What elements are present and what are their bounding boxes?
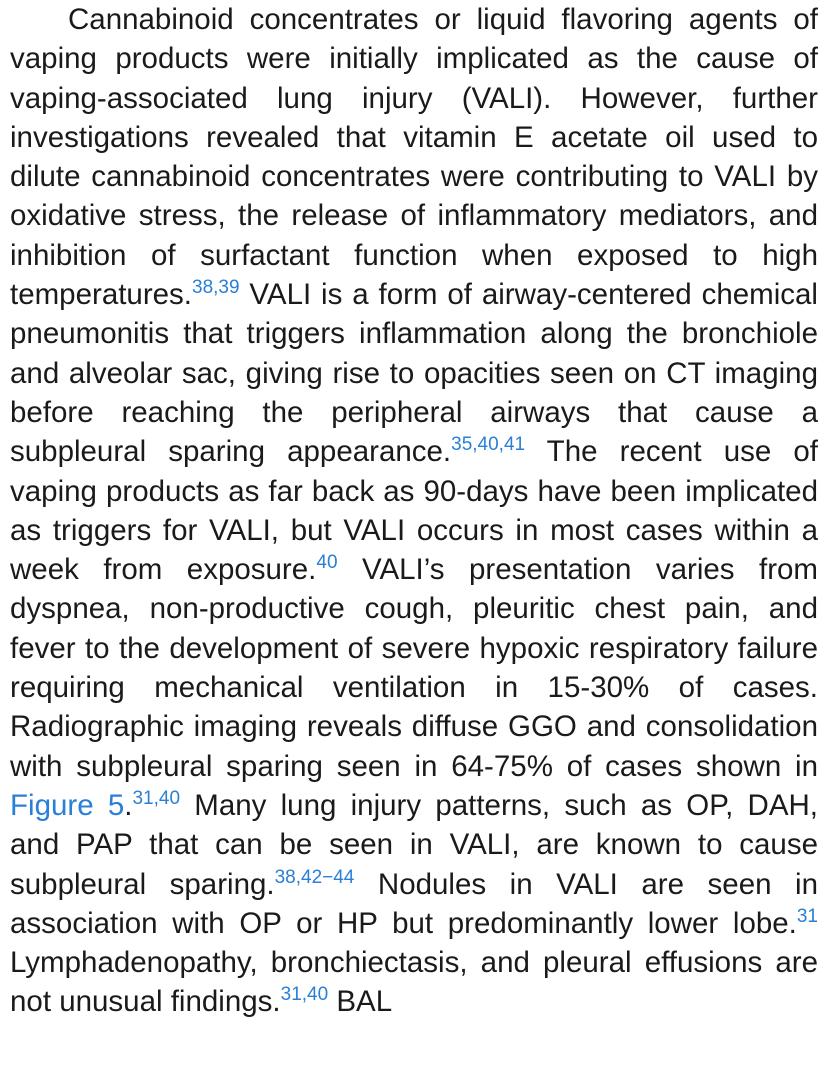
figure-link[interactable]: Figure 5 [10,788,125,822]
citation-ref[interactable]: 31,40 [132,787,181,809]
text-segment: Many lung injury patterns, such as OP, DAH, and PAP that can be seen in VALI, are known to cause subpleural sparing. [10,788,818,901]
text-segment: BAL [328,985,393,1019]
citation-ref[interactable]: 38,39 [192,277,240,299]
text-segment: Cannabinoid concentrates or liquid flavoring agents of vaping products were initially implicated as the cause of vaping-associated lung injury (VALI). However, further investigations revealed that vitamin E acetate oil used to dilute cannabinoid concentrates were contributing to VALI by oxidative stress, the release of inflammatory mediators, and inhibition of surfactant function when exposed to high temperatures. [10,3,818,312]
text-segment: VALI is a form of airway-centered chemical pneumonitis that triggers inflammation along the bronchiole and alveolar sac, giving rise to opacities seen on CT imaging before reaching the peripheral airways that cause a subpleural sparing appearance. [10,278,818,469]
text-segment: Lymphadenopathy, bronchiectasis, and pleural effusions are not unusual findings. [10,946,818,1019]
citation-ref[interactable]: 38,42−44 [274,866,355,888]
body-paragraph [10,0,818,1022]
citation-ref[interactable]: 40 [316,552,338,574]
text-segment: . [124,788,133,822]
citation-ref[interactable]: 31,40 [280,984,329,1006]
text-segment: The recent use of vaping products as far back as 90-days have been implicated as triggers for VALI, but VALI occurs in most cases within a week from exposure. [10,435,818,587]
article-page [10,0,818,1022]
citation-ref[interactable]: 35,40,41 [451,434,526,456]
text-segment: Nodules in VALI are seen in association with OP or HP but predominantly lower lobe. [10,867,818,940]
citation-ref[interactable]: 31 [796,905,818,927]
text-segment: VALI’s presentation varies from dyspnea, non-productive cough, pleuritic chest pain, and fever to the development of severe hypoxic respiratory failure requiring mechanical ventilation in 15-30% of cases. Radiographic imaging reveals diffuse GGO and consolidation with subpleural sparing seen in 64-75% of cases shown in [10,553,818,783]
